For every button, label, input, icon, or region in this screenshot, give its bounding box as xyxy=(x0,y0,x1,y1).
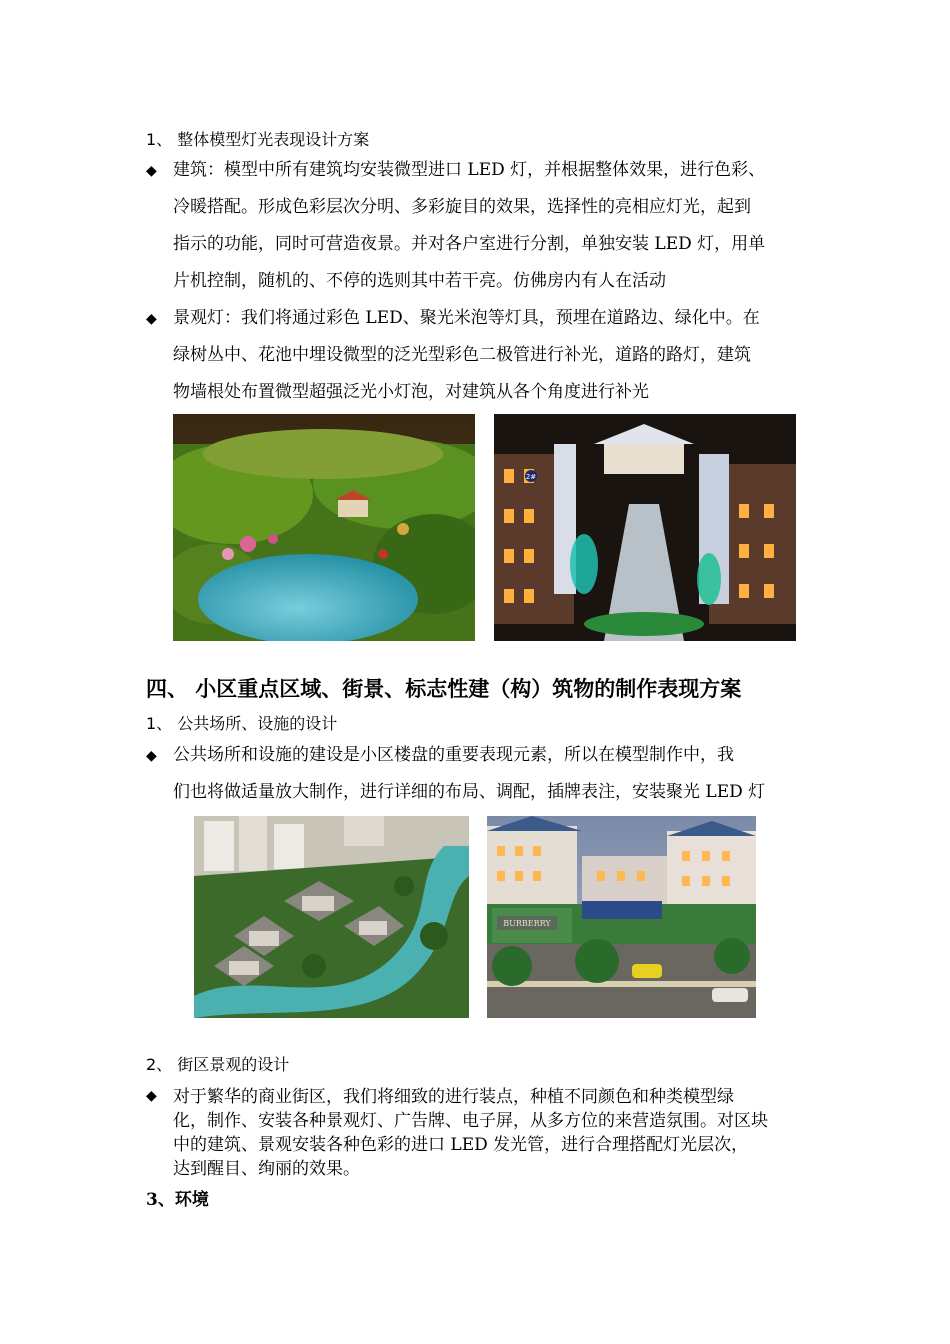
subheading-public-facilities: 1、 公共场所、设施的设计 xyxy=(146,714,338,733)
photo-night-buildings-model xyxy=(494,414,796,641)
photo-garden-pond-model xyxy=(173,414,475,641)
text-line: 们也将做适量放大制作，进行详细的布局、调配，插牌表注，安装聚光 LED 灯 xyxy=(173,782,766,802)
subheading-environment: 3、环境 xyxy=(146,1190,209,1210)
text-line: 公共场所和设施的建设是小区楼盘的重要表现元素，所以在模型制作中，我 xyxy=(173,745,734,765)
text-line: 物墙根处布置微型超强泛光小灯泡，对建筑从各个角度进行补光 xyxy=(173,382,649,402)
text-line: 片机控制，随机的、不停的选则其中若干亮。仿佛房内有人在活动 xyxy=(173,271,666,291)
paragraph-building-lighting xyxy=(173,152,765,300)
text-line: 达到醒目、绚丽的效果。 xyxy=(173,1159,360,1179)
paragraph-public-facilities xyxy=(173,737,765,811)
text-line: 建筑：模型中所有建筑均安装微型进口 LED 灯，并根据整体效果，进行色彩、 xyxy=(173,160,766,180)
subheading-street-landscape: 2、 街区景观的设计 xyxy=(146,1055,290,1074)
text-line: 冷暖搭配。形成色彩层次分明、多彩旋目的效果，选择性的亮相应灯光，起到 xyxy=(173,197,751,217)
text-line: 景观灯：我们将通过彩色 LED、聚光米泡等灯具，预埋在道路边、绿化中。在 xyxy=(173,308,760,328)
bullet-diamond-icon: ◆ xyxy=(146,311,157,327)
building-sign-number: 2# xyxy=(525,473,537,481)
photo-street-scene-model xyxy=(487,816,756,1018)
text-line: 中的建筑、景观安装各种色彩的进口 LED 发光管，进行合理搭配灯光层次， xyxy=(173,1135,749,1155)
subheading-lighting-design: 1、 整体模型灯光表现设计方案 xyxy=(146,130,370,149)
bullet-diamond-icon: ◆ xyxy=(146,163,157,179)
bullet-diamond-icon: ◆ xyxy=(146,748,157,764)
text-line: 绿树丛中、花池中埋设微型的泛光型彩色二极管进行补光，道路的路灯，建筑 xyxy=(173,345,751,365)
bullet-diamond-icon: ◆ xyxy=(146,1088,157,1104)
text-line: 指示的功能，同时可营造夜景。并对各户室进行分割，单独安装 LED 灯，用单 xyxy=(173,234,766,254)
paragraph-street-landscape xyxy=(173,1085,768,1181)
text-line: 对于繁华的商业街区，我们将细致的进行装点，种植不同颜色和种类模型绿 xyxy=(173,1087,734,1107)
shop-sign-text: BURBERRY xyxy=(503,919,551,928)
photo-aerial-residential-model xyxy=(194,816,469,1018)
section-heading-key-areas: 四、 小区重点区域、街景、标志性建（构）筑物的制作表现方案 xyxy=(146,677,742,701)
text-line: 化，制作、安装各种景观灯、广告牌、电子屏，从多方位的来营造氛围。对区块 xyxy=(173,1111,768,1131)
paragraph-landscape-lighting xyxy=(173,300,760,411)
